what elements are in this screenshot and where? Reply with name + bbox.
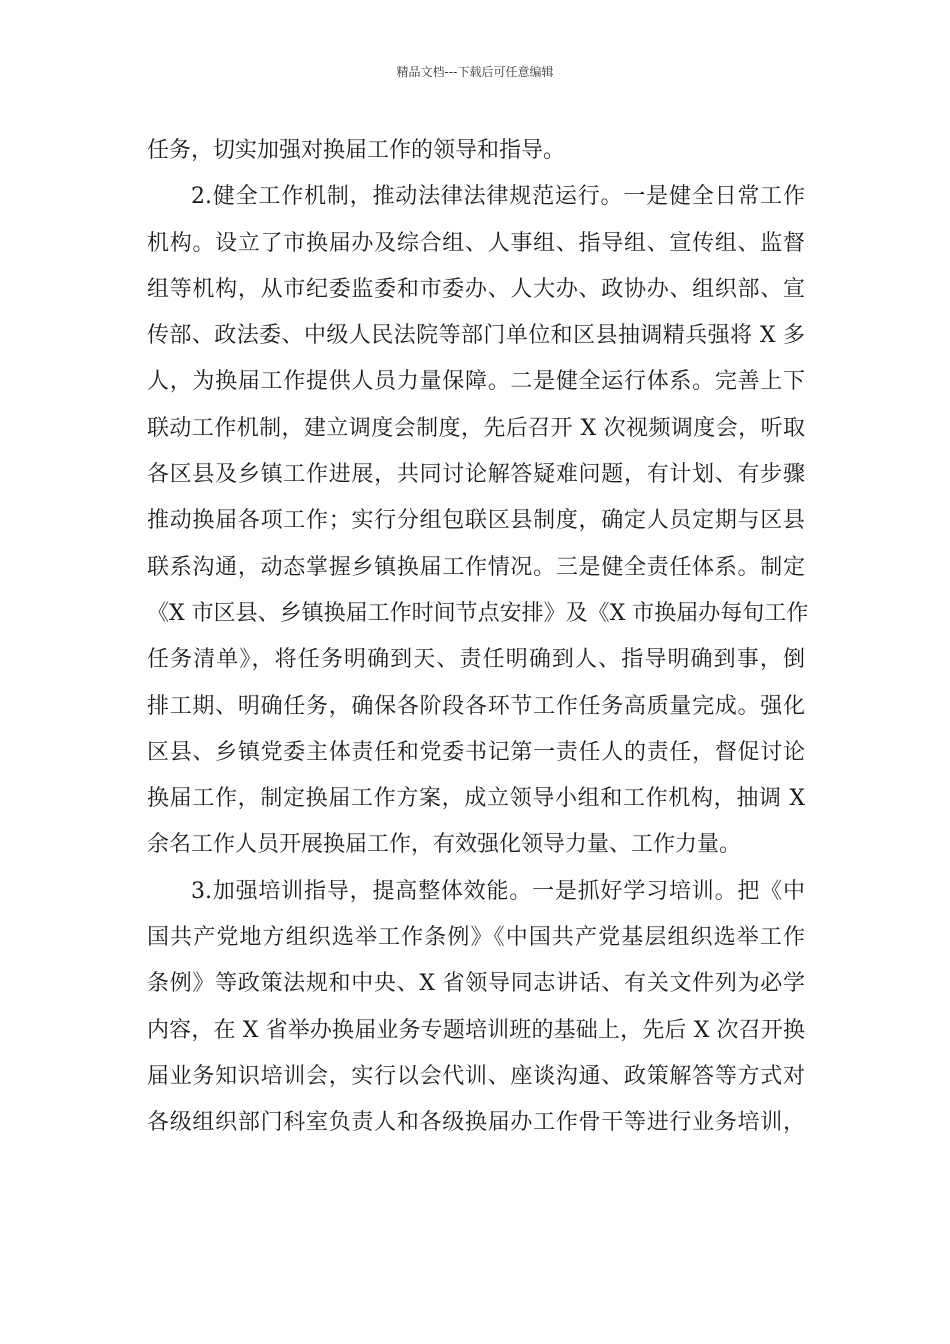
paragraph-line: 人，为换届工作提供人员力量保障。二是健全运行体系。完善上下 — [147, 369, 805, 395]
paragraph-line: 任务清单》，将任务明确到天、责任明确到人、指导明确到事，倒 — [147, 647, 805, 673]
paragraph-line: 内容，在 X 省举办换届业务专题培训班的基础上，先后 X 次召开换 — [147, 1017, 805, 1043]
paragraph-line: 国共产党地方组织选举工作条例》《中国共产党基层组织选举工作 — [147, 925, 805, 951]
paragraph-line: 组等机构，从市纪委监委和市委办、人大办、政协办、组织部、宣 — [147, 276, 805, 302]
paragraph-line: 联动工作机制，建立调度会制度，先后召开 X 次视频调度会，听取 — [147, 415, 805, 441]
paragraph-line: 条例》等政策法规和中央、X 省领导同志讲话、有关文件列为必学 — [147, 971, 805, 997]
paragraph-line: 余名工作人员开展换届工作，有效强化领导力量、工作力量。 — [147, 832, 742, 858]
paragraph-line: 各区县及乡镇工作进展，共同讨论解答疑难问题，有计划、有步骤 — [147, 462, 805, 488]
document-body — [147, 128, 809, 1147]
paragraph-line: 2.健全工作机制，推动法律法律规范运行。一是健全日常工作 — [191, 184, 805, 210]
paragraph-line: 推动换届各项工作；实行分组包联区县制度，确定人员定期与区县 — [147, 508, 805, 534]
paragraph-line: 区县、乡镇党委主体责任和党委书记第一责任人的责任，督促讨论 — [147, 739, 805, 765]
paragraph-line: 届业务知识培训会，实行以会代训、座谈沟通、政策解答等方式对 — [147, 1063, 805, 1089]
paragraph-line: 《X 市区县、乡镇换届工作时间节点安排》及《X 市换届办每旬工作 — [147, 600, 809, 626]
paragraph-line: 换届工作，制定换届工作方案，成立领导小组和工作机构，抽调 X — [147, 786, 805, 812]
page-header: 精品文档---下载后可任意编辑 — [396, 65, 554, 79]
paragraph-line: 任务，切实加强对换届工作的领导和指导。 — [147, 138, 566, 163]
paragraph-line: 3.加强培训指导，提高整体效能。一是抓好学习培训。把《中 — [191, 878, 805, 904]
paragraph-line: 排工期、明确任务，确保各阶段各环节工作任务高质量完成。强化 — [147, 693, 805, 719]
paragraph-line: 各级组织部门科室负责人和各级换届办工作骨干等进行业务培训， — [147, 1110, 805, 1136]
paragraph-line: 传部、政法委、中级人民法院等部门单位和区县抽调精兵强将 X 多 — [147, 323, 805, 349]
paragraph-line: 机构。设立了市换届办及综合组、人事组、指导组、宣传组、监督 — [147, 230, 805, 256]
paragraph-line: 联系沟通，动态掌握乡镇换届工作情况。三是健全责任体系。制定 — [147, 554, 805, 580]
